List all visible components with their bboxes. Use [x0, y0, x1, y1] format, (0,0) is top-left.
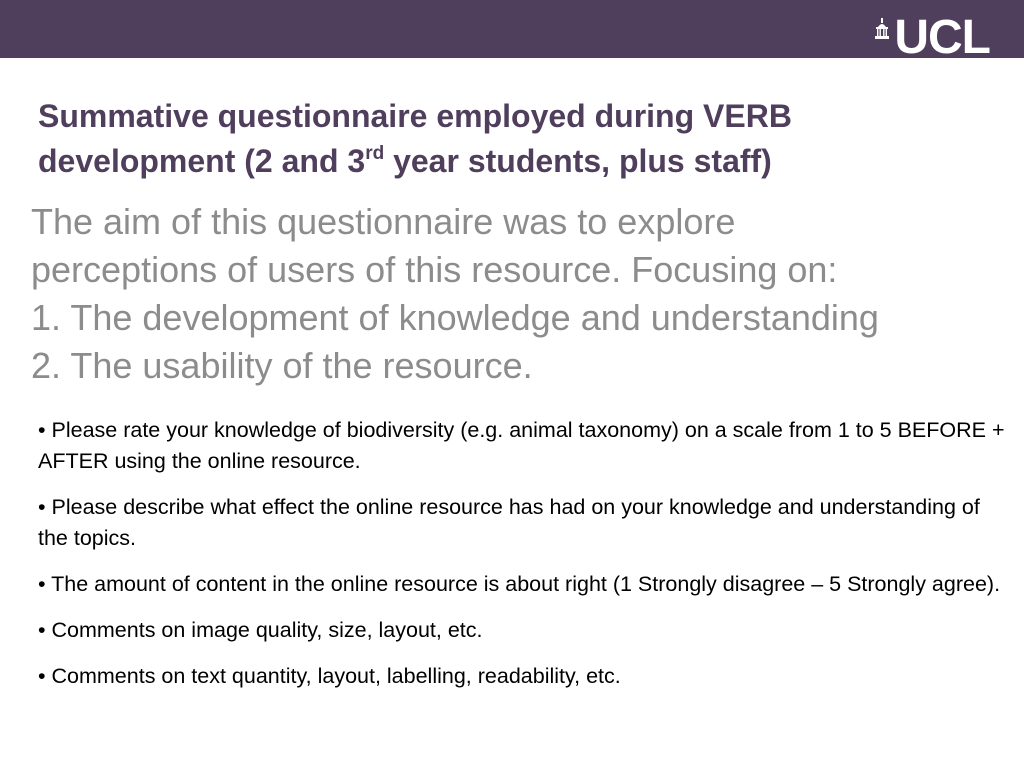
intro-line: 1. The development of knowledge and understanding: [31, 297, 879, 338]
logo-text: UCL: [894, 11, 990, 64]
title-line-2-end: year students, plus staff): [384, 143, 772, 179]
ucl-logo: [875, 11, 990, 64]
intro-line: 2. The usability of the resource.: [31, 345, 533, 386]
slide-title: [38, 94, 998, 184]
question-item: • The amount of content in the online resource is about right (1 Strongly disagree – 5 Strongly agree).: [38, 572, 1001, 596]
question-item: • Please describe what effect the online resource has had on your knowledge and understanding of the topics.: [38, 495, 980, 550]
header-bar: [0, 0, 1024, 64]
question-list: [38, 415, 1013, 707]
question-item: • Comments on text quantity, layout, labelling, readability, etc.: [38, 664, 621, 688]
title-line-2-start: development (2 and 3: [38, 143, 366, 179]
portico-icon: [875, 18, 889, 40]
intro-line: The aim of this questionnaire was to explore: [31, 201, 736, 242]
intro-text: [31, 198, 1006, 390]
title-superscript: rd: [365, 143, 385, 164]
intro-line: perceptions of users of this resource. Focusing on:: [31, 249, 838, 290]
question-item: • Please rate your knowledge of biodiversity (e.g. animal taxonomy) on a scale from 1 to 5 BEFORE + AFTER using the online resource.: [38, 418, 1005, 473]
question-item: • Comments on image quality, size, layout, etc.: [38, 618, 483, 642]
title-line-1: Summative questionnaire employed during VERB: [38, 98, 792, 134]
